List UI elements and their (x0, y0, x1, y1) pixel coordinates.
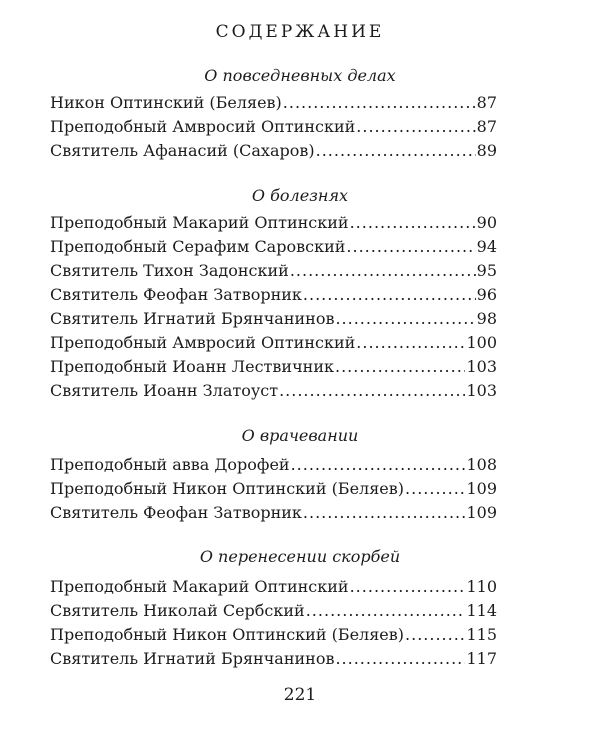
dot-leader (405, 479, 465, 498)
toc-entry (50, 455, 497, 479)
entry-name: Преподобный Никон Оптинский (Беляев) (50, 625, 405, 644)
entry-name: Преподобный Никон Оптинский (Беляев) (50, 479, 405, 498)
entry-name: Святитель Игнатий Брянчанинов (50, 309, 335, 328)
dot-leader (350, 577, 466, 596)
entry-name: Преподобный Амвросий Оптинский (50, 333, 356, 352)
toc-entry (50, 577, 497, 601)
section-heading-everyday-affairs: О повседневных делах (204, 66, 396, 85)
section-heading-bearing-sorrows: О перенесении скорбей (199, 547, 401, 566)
entry-name: Святитель Афанасий (Сахаров) (50, 141, 315, 160)
toc-entry (50, 601, 497, 625)
entry-name: Святитель Николай Сербский (50, 601, 305, 620)
entry-name: Преподобный Макарий Оптинский (50, 213, 349, 232)
toc-list-healing (50, 455, 497, 527)
entry-name: Святитель Тихон Задонский (50, 261, 289, 280)
toc-list-bearing-sorrows (50, 577, 497, 673)
section-heading-healing: О врачевании (241, 426, 359, 445)
dot-leader (405, 625, 465, 644)
toc-entry (50, 625, 497, 649)
dot-leader (306, 601, 466, 620)
dot-leader (303, 503, 466, 522)
dot-leader (303, 285, 476, 304)
entry-name: Преподобный авва Дорофей (50, 455, 290, 474)
toc-entry (50, 381, 497, 405)
toc-entry (50, 141, 497, 165)
entry-page: 114 (466, 601, 497, 620)
entry-name: Святитель Игнатий Брянчанинов (50, 649, 335, 668)
entry-page: 103 (466, 381, 497, 400)
entry-page: 98 (476, 309, 497, 328)
contents-title: СОДЕРЖАНИЕ (215, 22, 385, 42)
entry-page: 109 (466, 479, 497, 498)
dot-leader (335, 309, 475, 328)
entry-name: Преподобный Амвросий Оптинский (50, 117, 356, 136)
toc-list-illnesses (50, 213, 497, 405)
dot-leader (356, 117, 475, 136)
toc-entry (50, 93, 497, 117)
page-number: 221 (283, 685, 317, 705)
entry-page: 109 (466, 503, 497, 522)
dot-leader (316, 141, 476, 160)
entry-page: 89 (476, 141, 497, 160)
section-heading-illnesses: О болезнях (251, 186, 349, 205)
entry-page: 87 (476, 93, 497, 112)
entry-page: 100 (466, 333, 497, 352)
dot-leader (279, 381, 465, 400)
entry-page: 96 (476, 285, 497, 304)
toc-entry (50, 285, 497, 309)
toc-list-everyday-affairs (50, 93, 497, 165)
dot-leader (291, 455, 466, 474)
entry-page: 87 (476, 117, 497, 136)
toc-entry (50, 357, 497, 381)
entry-page: 110 (466, 577, 497, 596)
entry-name: Преподобный Иоанн Лествичник (50, 357, 334, 376)
entry-page: 103 (466, 357, 497, 376)
entry-name: Святитель Феофан Затворник (50, 503, 302, 522)
dot-leader (356, 333, 465, 352)
dot-leader (350, 213, 476, 232)
toc-entry (50, 261, 497, 285)
entry-page: 115 (466, 625, 497, 644)
toc-entry (50, 503, 497, 527)
toc-entry (50, 479, 497, 503)
entry-page: 117 (466, 649, 497, 668)
toc-entry (50, 333, 497, 357)
entry-name: Никон Оптинский (Беляев) (50, 93, 282, 112)
dot-leader (283, 93, 476, 112)
entry-page: 95 (476, 261, 497, 280)
dot-leader (290, 261, 476, 280)
entry-name: Святитель Феофан Затворник (50, 285, 302, 304)
entry-page: 90 (476, 213, 497, 232)
toc-entry (50, 213, 497, 237)
entry-name: Святитель Иоанн Златоуст (50, 381, 279, 400)
dot-leader (346, 237, 475, 256)
toc-entry (50, 309, 497, 333)
toc-entry (50, 117, 497, 141)
entry-name: Преподобный Серафим Саровский (50, 237, 346, 256)
entry-page: 94 (476, 237, 497, 256)
entry-name: Преподобный Макарий Оптинский (50, 577, 349, 596)
entry-page: 108 (466, 455, 497, 474)
dot-leader (335, 357, 465, 376)
toc-entry (50, 237, 497, 261)
dot-leader (335, 649, 465, 668)
toc-entry (50, 649, 497, 673)
